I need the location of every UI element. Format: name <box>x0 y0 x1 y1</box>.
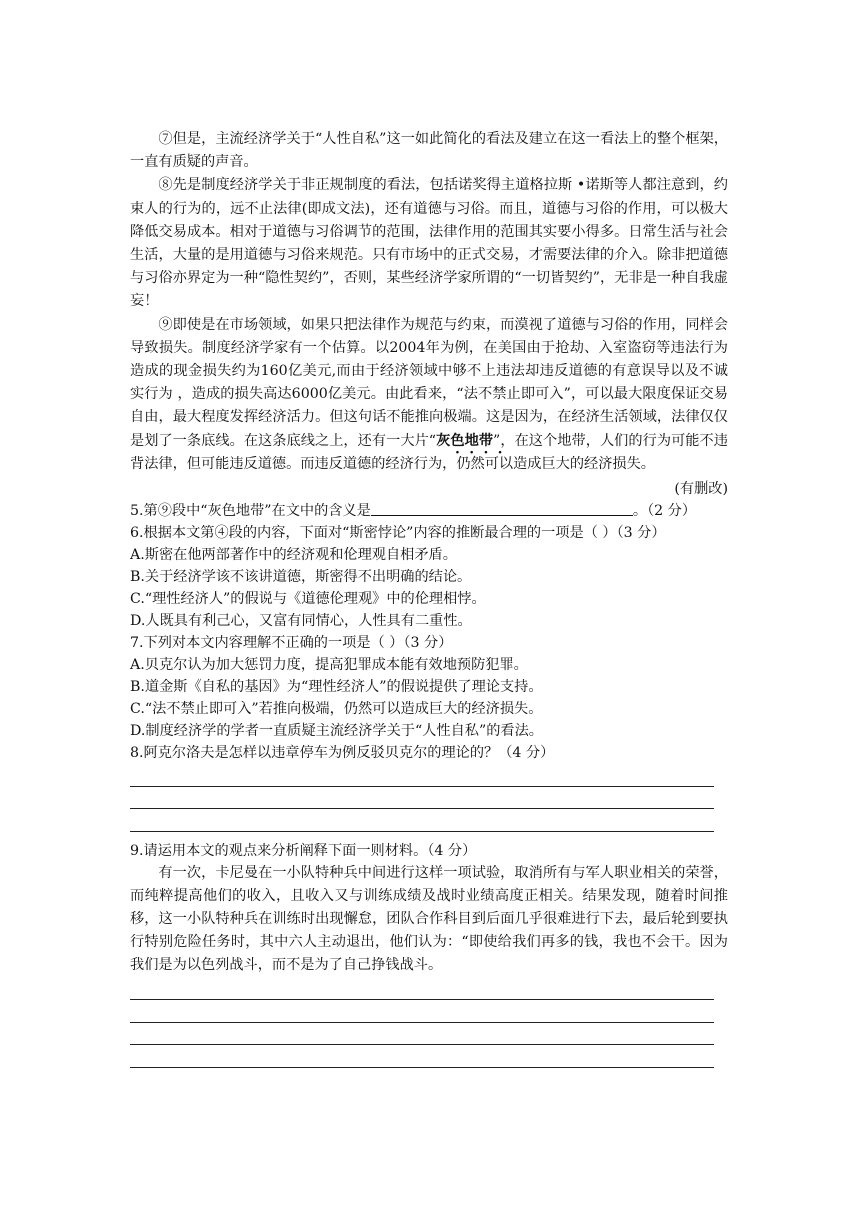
question-8-answer-area[interactable] <box>130 764 728 832</box>
question-7-option-d[interactable]: D.制度经济学的学者一直质疑主流经济学关于“人性自私”的看法。 <box>130 723 543 740</box>
emphasis-char-3: 地 <box>464 432 479 449</box>
answer-line[interactable] <box>130 978 714 1001</box>
passage-paragraph-9 <box>130 314 728 476</box>
answer-line[interactable] <box>130 809 714 832</box>
exam-page <box>130 128 728 1068</box>
source-note: (有删改) <box>674 481 728 498</box>
question-6-option-b[interactable]: B.关于经济学该不该讲道德，斯密得不出明确的结论。 <box>130 569 472 586</box>
question-5-text: 5.第⑨段中“灰色地带”在文中的含义是 <box>130 503 371 520</box>
question-5 <box>130 500 728 522</box>
question-9: 9.请运用本文的观点来分析阐释下面一则材料。（4 分） <box>130 842 477 859</box>
emphasis-char-4: 带 <box>478 432 494 449</box>
question-7-option-b[interactable]: B.道金斯《自私的基因》为“理性经济人”的假说提供了理论支持。 <box>130 679 543 696</box>
question-6: 6.根据本文第④段的内容，下面对“斯密悖论”内容的推断最合理的一项是（ ）（3 分） <box>130 525 666 542</box>
answer-line[interactable] <box>130 787 714 810</box>
question-5-answer-blank[interactable] <box>371 501 633 516</box>
question-5-score: 。（2 分） <box>632 503 697 520</box>
emphasis-char-1: 灰 <box>436 432 451 449</box>
question-9-answer-area[interactable] <box>130 978 728 1068</box>
question-6-option-d[interactable]: D.人既具有利己心，又富有同情心，人性具有二重性。 <box>130 613 472 630</box>
emphasized-term-gray-zone <box>436 433 493 449</box>
emphasis-char-2: 色 <box>450 432 465 449</box>
paragraph-9-text-before: ⑨即使是在市场领域，如果只把法律作为规范与约束，而漠视了道德与习俗的作用，同样会导致损失。制度经济学家有一个估算。以2004年为例，在美国由于抢劫、入室盗窃等违法行为造成的现金损失约为160亿美元,而由于经济领域中够不上违法却违反道德的有意误导以及不诚实行为 ，造成的损失高达6000亿美元。由此看来，“法不禁止即可入”，可以最大限度保证交易自由，最大程度发挥经济活力。但这句话不能推向极端。这是因为，在经济生活领域，法律仅仅是划了一条底线。在这条底线之上，还有一大片“ <box>130 316 728 449</box>
answer-line[interactable] <box>130 1023 714 1046</box>
passage-paragraph-7: ⑦但是，主流经济学关于“人性自私”这一如此简化的看法及建立在这一看法上的整个框架，一直有质疑的声音。 <box>130 131 728 171</box>
answer-line[interactable] <box>130 1000 714 1023</box>
question-7: 7.下列对本文内容理解不正确的一项是（ ）（3 分） <box>130 635 453 652</box>
question-7-option-a[interactable]: A.贝克尔认为加大惩罚力度，提高犯罪成本能有效地预防犯罪。 <box>130 657 528 674</box>
paragraph-9-text-after: ”，在这个地带，人们的行为可能不违背法律，但可能违反道德。而违反道德的经济行为，仍然可以造成巨大的经济损失。 <box>130 432 728 472</box>
question-9-material: 有一次，卡尼曼在一小队特种兵中间进行这样一项试验，取消所有与军人职业相关的荣誉，而纯粹提高他们的收入，且收入又与训练成绩及战时业绩高度正相关。结果发现，随着时间推移，这一小队特种兵在训练时出现懈怠，团队合作科目到后面几乎很难进行下去，最后轮到要执行特别危险任务时，其中六人主动退出，他们认为：“即使给我们再多的钱，我也不会干。因为我们是为以色列战斗，而不是为了自己挣钱战斗。 <box>130 864 728 974</box>
question-7-option-c[interactable]: C.“法不禁止即可入”若推向极端，仍然可以造成巨大的经济损失。 <box>130 701 543 718</box>
answer-line[interactable] <box>130 1045 714 1068</box>
question-6-option-c[interactable]: C.“理性经济人”的假说与《道德伦理观》中的伦理相悖。 <box>130 591 486 608</box>
answer-line[interactable] <box>130 764 714 787</box>
question-8: 8.阿克尔洛夫是怎样以违章停车为例反驳贝克尔的理论的？（4 分） <box>130 745 555 762</box>
question-6-option-a[interactable]: A.斯密在他两部著作中的经济观和伦理观自相矛盾。 <box>130 547 457 564</box>
passage-paragraph-8: ⑧先是制度经济学关于非正规制度的看法，包括诺奖得主道格拉斯 •诺斯等人都注意到，约束人的行为的，远不止法律(即成文法)，还有道德与习俗。而且，道德与习俗的作用，可以极大降低交易成本。相对于道德与习俗调节的范围，法律作用的范围其实要小得多。日常生活与社会生活，大量的是用道德与习俗来规范。只有市场中的正式交易，才需要法律的介入。除非把道德与习俗亦界定为一种“隐性契约”，否则，某些经济学家所谓的“一切皆契约”，无非是一种自我虚妄！ <box>130 177 728 310</box>
